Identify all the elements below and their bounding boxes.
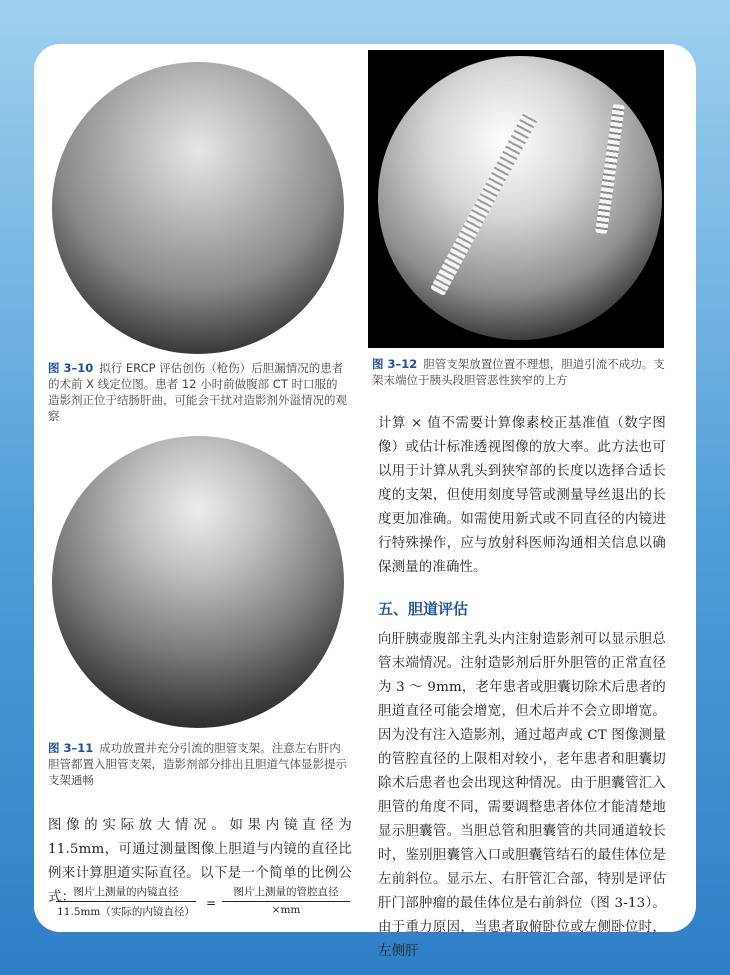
left-paragraph: 图像的实际放大情况。如果内镜直径为 11.5mm，可通过测量图像上胆道与内镜的直径比例来计算胆道实际直径。以下是一个简单的比例公式：: [48, 818, 352, 905]
figure-label: 图 3–12: [372, 357, 418, 371]
formula-equals: =: [206, 896, 217, 910]
ratio-formula: [56, 884, 356, 928]
xray-image-fig-3-11: [52, 436, 344, 728]
figure-label: 图 3–10: [48, 361, 94, 375]
xray-image-fig-3-10: [52, 62, 344, 354]
figure-label: 图 3–11: [48, 741, 94, 755]
caption-fig-3-12: [372, 356, 668, 388]
formula-right-numerator: 图片上测量的管腔直径: [222, 884, 350, 902]
formula-left-denominator: 11.5mm（实际的内镜直径）: [57, 906, 195, 918]
section-heading: 五、胆道评估: [378, 600, 469, 618]
caption-fig-3-11: [48, 740, 348, 788]
caption-text: 胆管支架放置位置不理想，胆道引流不成功。支架末端位于胰头段胆管恶性狭窄的上方: [372, 357, 665, 387]
formula-right-denominator: ×mm: [271, 904, 301, 916]
caption-fig-3-10: [48, 360, 348, 424]
document-page: [34, 44, 696, 959]
right-paragraph-1: 计算 × 值不需要计算像素校正基准值（数字图像）或估计标准透视图像的放大率。此方法也可以用于计算从乳头到狭窄部的长度以选择合适长度的支架，但使用刻度导管或测量导丝退出的长度更加准确。如需使用新式或不同直径的内镜进行特殊操作，应与放射科医师沟通相关信息以确保测量的准确性。: [378, 416, 666, 575]
right-paragraph-2: 向肝胰壶腹部主乳头内注射造影剂可以显示胆总管末端情况。注射造影剂后肝外胆管的正常直径为 3 ～ 9mm，老年患者或胆囊切除术后患者的胆道直径可能会增宽，但术后并不会立即增宽。因为没有注入造影剂，通过超声或 CT 图像测量的管腔直径的上限相对较小，老年患者和胆囊切除术后患者也会出现这种情况。由于胆囊管汇入胆管的角度不同，需要调整患者体位才能清楚地显示胆囊管。当胆总管和胆囊管的共同通道较长时，鉴别胆囊管入口或胆囊管结石的最佳体位是左前斜位。显示左、右肝管汇合部，特别是评估肝门部肿瘤的最佳体位是右前斜位（图 3-13）。由于重力原因，当患者取俯卧位或左侧卧位时，左侧肝: [378, 632, 666, 959]
formula-right-fraction: [222, 884, 350, 916]
xray-image-fig-3-12: [378, 56, 662, 340]
formula-left-numerator: 图片上测量的内镜直径: [56, 884, 196, 902]
caption-text: 拟行 ERCP 评估创伤（枪伤）后胆漏情况的患者的术前 X 线定位图。患者 12 小时前做腹部 CT 时口服的造影剂正位于结肠肝曲，可能会干扰对造影剂外溢情况的观察: [48, 361, 347, 423]
caption-text: 成功放置并充分引流的胆管支架。注意左右肝内胆管都置入胆管支架，造影剂部分排出且胆道气体显影提示支架通畅: [48, 741, 347, 787]
formula-left-fraction: [56, 884, 196, 919]
